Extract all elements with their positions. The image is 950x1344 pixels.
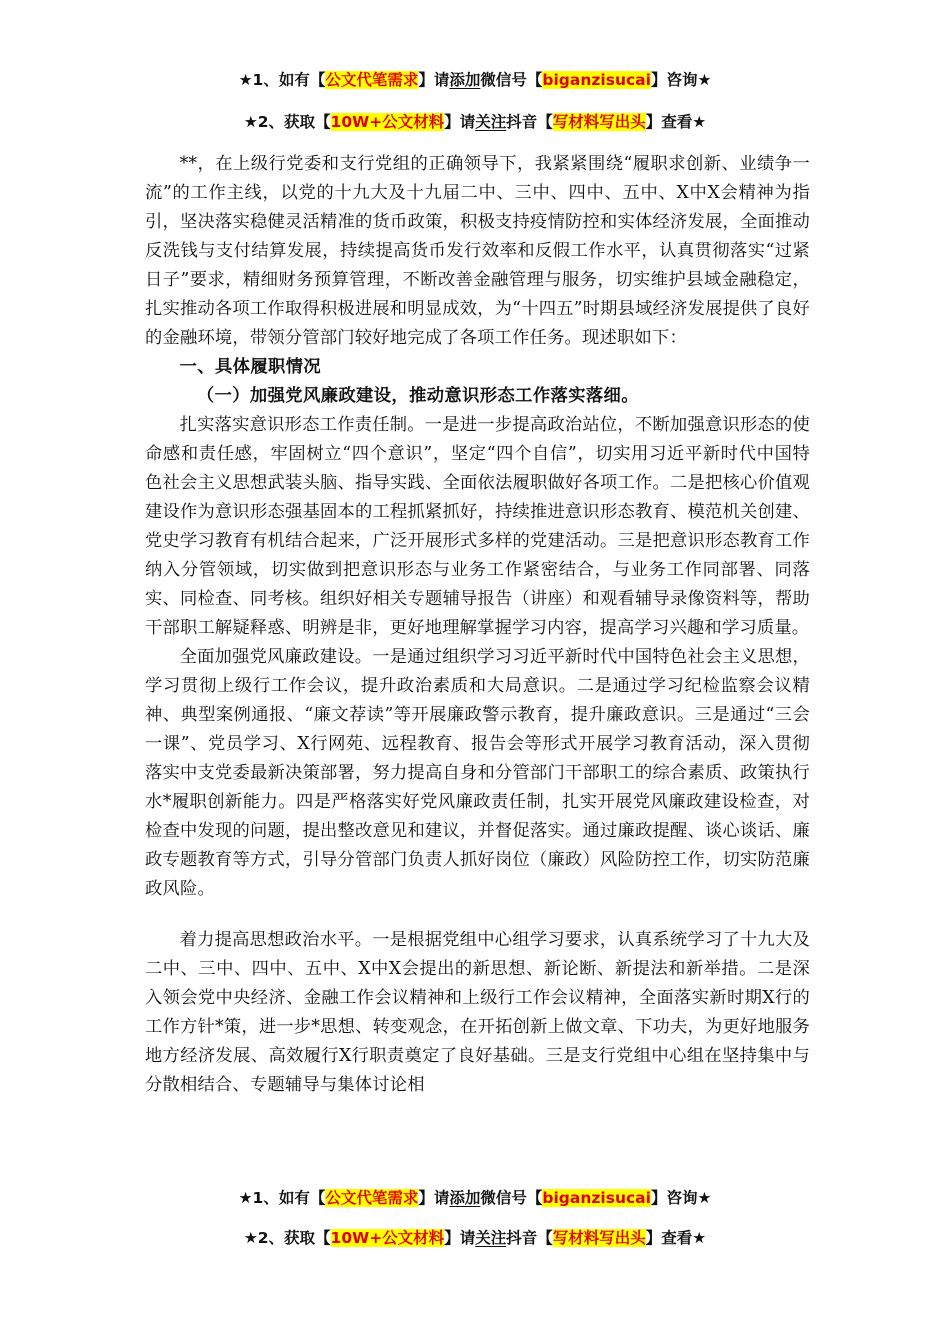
banner-text: ★1、如有【 (238, 1189, 326, 1207)
bottom-banner-line-2 (0, 1226, 950, 1250)
banner-text: 】请 (418, 1189, 450, 1207)
banner-highlight: 10W+公文材料 (330, 113, 445, 131)
banner-text: 】请 (444, 1229, 476, 1247)
banner-text: ★2、获取【 (243, 113, 331, 131)
banner-text: 】请 (418, 71, 450, 89)
body-paragraph: 全面加强党风廉政建设。一是通过组织学习习近平新时代中国特色社会主义思想，学习贯彻上级行工作会议，提升政治素质和大局意识。二是通过学习纪检监察会议精神、典型案例通报、“廉文荐读”等开展廉政警示教育，提升廉政意识。三是通过“三会一课”、党员学习、X行网苑、远程教育、报告会等形式开展学习教育活动，深入贯彻落实中支党委最新决策部署，努力提高自身和分管部门干部职工的综合素质、政策执行水*履职创新能力。四是严格落实好党风廉政责任制，扎实开展党风廉政建设检查，对检查中发现的问题，提出整改意见和建议，并督促落实。通过廉政提醒、谈心谈话、廉政专题教育等方式，引导分管部门负责人抓好岗位（廉政）风险防控工作，切实防范廉政风险。 (145, 647, 810, 899)
body-paragraph: 扎实落实意识形态工作责任制。一是进一步提高政治站位，不断加强意识形态的使命感和责任感，牢固树立“四个意识”，坚定“四个自信”，切实用习近平新时代中国特色社会主义思想武装头脑、指导实践、全面依法履职做好各项工作。二是把核心价值观建设作为意识形态强基固本的工程抓紧抓好，持续推进意识形态教育、模范机关创建、党史学习教育有机结合起来，广泛开展形式多样的党建活动。三是把意识形态教育工作纳入分管领域，切实做到把意识形态与业务工作紧密结合，与业务工作同部署、同落实、同检查、同考核。组织好相关专题辅导报告（讲座）和观看辅导录像资料等，帮助干部职工解疑释惑、明辨是非，更好地理解掌握学习内容，提高学习兴趣和学习质量。 (145, 415, 810, 638)
bottom-banner-line-1 (0, 1186, 950, 1210)
document-body (145, 150, 810, 1100)
top-banner-line-2 (0, 110, 950, 134)
subsection-heading: （一）加强党风廉政建设，推动意识形态工作落实落细。 (196, 386, 639, 406)
banner-underlined: 添加 (449, 1189, 481, 1207)
banner-text: ★1、如有【 (238, 71, 326, 89)
banner-highlight: 公文代笔需求 (325, 71, 419, 89)
section-heading: 一、具体履职情况 (179, 357, 322, 377)
intro-paragraph: **，在上级行党委和支行党组的正确领导下，我紧紧围绕“履职求创新、业绩争一流”的工作主线，以党的十九大及十九届二中、三中、四中、五中、X中X会精神为指引，坚决落实稳健灵活精准的货币政策，积极支持疫情防控和实体经济发展，全面推动反洗钱与支付结算发展，持续提高货币发行效率和反假工作水平，认真贯彻落实“过紧日子”要求，精细财务预算管理，不断改善金融管理与服务，切实维护县域金融稳定，扎实推动各项工作取得积极进展和明显成效，为“十四五”时期县域经济发展提供了良好的金融环境，带领分管部门较好地完成了各项工作任务。现述职如下： (145, 154, 810, 348)
banner-underlined: 关注 (475, 1229, 507, 1247)
banner-text: 】咨询★ (650, 1189, 712, 1207)
banner-text: 】查看★ (645, 113, 707, 131)
banner-highlight: biganzisucai (542, 71, 651, 89)
banner-text: 】查看★ (645, 1229, 707, 1247)
banner-text: ★2、获取【 (243, 1229, 331, 1247)
banner-highlight: 写材料写出头 (552, 1229, 646, 1247)
banner-text: 】请 (444, 113, 476, 131)
banner-highlight: 写材料写出头 (552, 113, 646, 131)
banner-highlight: 公文代笔需求 (325, 1189, 419, 1207)
body-paragraph: 着力提高思想政治水平。一是根据党组中心组学习要求，认真系统学习了十九大及二中、三中、四中、五中、X中X会提出的新思想、新论断、新提法和新举措。二是深入领会党中央经济、金融工作会议精神和上级行工作会议精神，全面落实新时期X行的工作方针*策，进一步*思想、转变观念，在开拓创新上做文章、下功夫，为更好地服务地方经济发展、高效履行X行职责奠定了良好基础。三是支行党组中心组在坚持集中与分散相结合、专题辅导与集体讨论相 (145, 930, 810, 1095)
top-banner-line-1 (0, 68, 950, 92)
banner-text: 抖音【 (506, 1229, 553, 1247)
banner-text: 微信号【 (480, 1189, 543, 1207)
banner-text: 】咨询★ (650, 71, 712, 89)
banner-text: 微信号【 (480, 71, 543, 89)
banner-underlined: 添加 (449, 71, 481, 89)
banner-highlight: 10W+公文材料 (330, 1229, 445, 1247)
banner-highlight: biganzisucai (542, 1189, 651, 1207)
banner-underlined: 关注 (475, 113, 507, 131)
banner-text: 抖音【 (506, 113, 553, 131)
